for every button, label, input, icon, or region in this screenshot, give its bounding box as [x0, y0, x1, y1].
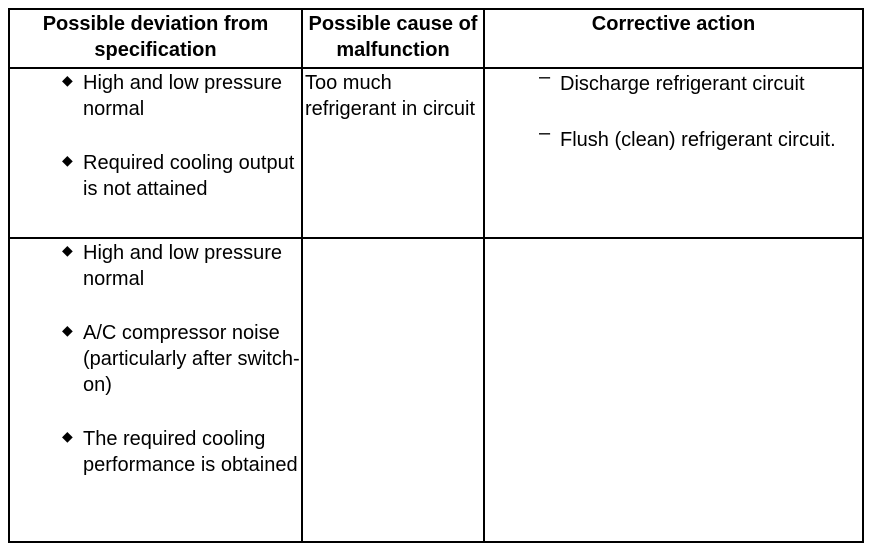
- action-cell: [484, 238, 863, 542]
- deviation-text: Required cooling output is not attained: [83, 152, 295, 200]
- diamond-bullet-icon: ◆: [62, 72, 73, 88]
- header-cause: Possible cause of malfunction: [302, 9, 484, 68]
- list-item: [539, 122, 858, 153]
- deviation-list: [62, 70, 301, 202]
- list-item: [62, 240, 301, 292]
- header-action: Corrective action: [484, 9, 863, 68]
- action-text: Discharge refrigerant circuit: [560, 73, 805, 95]
- deviation-text: High and low pressure normal: [83, 242, 282, 290]
- deviation-cell: [9, 238, 302, 542]
- deviation-list: [62, 240, 301, 478]
- diamond-bullet-icon: ◆: [62, 152, 73, 168]
- cause-cell: Too much refrigerant in circuit: [302, 68, 484, 238]
- action-text: Flush (clean) refrigerant circuit.: [560, 129, 836, 151]
- diamond-bullet-icon: ◆: [62, 428, 73, 444]
- list-item: [62, 150, 301, 202]
- deviation-text: The required cooling performance is obtained: [83, 428, 298, 476]
- cause-cell: [302, 238, 484, 542]
- action-cell: [484, 68, 863, 238]
- diagnosis-table: [8, 8, 864, 543]
- header-deviation: Possible deviation from specification: [9, 9, 302, 68]
- list-item: [62, 426, 301, 478]
- diamond-bullet-icon: ◆: [62, 242, 73, 258]
- dash-bullet-icon: –: [539, 66, 551, 88]
- deviation-cell: [9, 68, 302, 238]
- dash-bullet-icon: –: [539, 122, 551, 144]
- table-row: [9, 68, 863, 238]
- table-row: [9, 238, 863, 542]
- action-list: [539, 66, 858, 153]
- deviation-text: A/C compressor noise (particularly after switch-on): [83, 322, 300, 396]
- diamond-bullet-icon: ◆: [62, 322, 73, 338]
- list-item: [62, 70, 301, 122]
- list-item: [539, 66, 858, 97]
- header-row: [9, 9, 863, 68]
- deviation-text: High and low pressure normal: [83, 72, 282, 120]
- list-item: [62, 320, 301, 398]
